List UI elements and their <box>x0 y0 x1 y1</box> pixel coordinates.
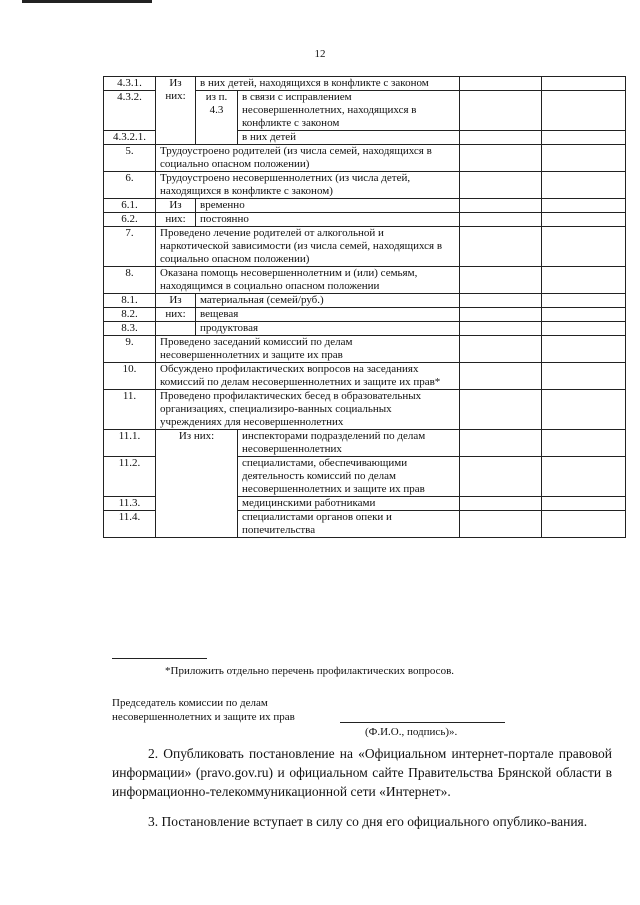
row-number: 11.4. <box>104 511 156 538</box>
row-number: 8. <box>104 267 156 294</box>
value-cell <box>460 511 542 538</box>
row-number: 4.3.2.1. <box>104 131 156 145</box>
value-cell <box>542 131 626 145</box>
value-cell <box>460 322 542 336</box>
value-cell <box>460 336 542 363</box>
row-number: 11. <box>104 390 156 430</box>
top-edge-bar <box>22 0 152 3</box>
row-number: 5. <box>104 145 156 172</box>
row-number: 4.3.2. <box>104 91 156 131</box>
row-number: 9. <box>104 336 156 363</box>
table-row <box>104 390 626 430</box>
paragraph-3: 3. Постановление вступает в силу со дня его официального опублико-вания. <box>148 814 588 829</box>
row-number: 11.1. <box>104 430 156 457</box>
page-number: 12 <box>314 48 326 60</box>
value-cell <box>542 457 626 497</box>
value-cell <box>460 199 542 213</box>
row-text: медицинскими работниками <box>238 497 460 511</box>
row-text: Проведено лечение родителей от алкогольной и наркотической зависимости (из числа семей, находящихся в социально опасном положении) <box>156 227 460 267</box>
row-text: специалистами органов опеки и попечительства <box>238 511 460 538</box>
row-text: Трудоустроено родителей (из числа семей, находящихся в социально опасном положении) <box>156 145 460 172</box>
row-text: Трудоустроено несовершеннолетних (из числа детей, находящихся в конфликте с законом) <box>156 172 460 199</box>
row-text: продуктовая <box>196 322 460 336</box>
signature-line <box>340 722 505 723</box>
value-cell <box>542 322 626 336</box>
value-cell <box>542 227 626 267</box>
value-cell <box>460 77 542 91</box>
value-cell <box>460 363 542 390</box>
value-cell <box>460 457 542 497</box>
chair-title-line2: несовершеннолетних и защите их прав <box>112 711 295 723</box>
row-text: постоянно <box>196 213 460 227</box>
value-cell <box>542 267 626 294</box>
subgroup-label: Из них: <box>156 77 196 145</box>
table-row <box>104 213 626 227</box>
row-text: Оказана помощь несовершеннолетним и (или) семьям, находящимся в социально опасном положении <box>156 267 460 294</box>
row-number: 7. <box>104 227 156 267</box>
table-row <box>104 430 626 457</box>
row-text: материальная (семей/руб.) <box>196 294 460 308</box>
value-cell <box>460 213 542 227</box>
value-cell <box>542 294 626 308</box>
row-text: вещевая <box>196 308 460 322</box>
value-cell <box>542 497 626 511</box>
row-text: в них детей <box>238 131 460 145</box>
chair-title-line1: Председатель комиссии по делам <box>112 697 268 709</box>
row-number: 6.2. <box>104 213 156 227</box>
value-cell <box>542 308 626 322</box>
paragraph-2: 2. Опубликовать постановление на «Официальном интернет-портале правовой информации» (pravo.gov.ru) и официальном сайте Правительства Брянской области в информационно-телекоммуникационной сети «Интернет». <box>112 746 612 799</box>
value-cell <box>542 91 626 131</box>
table-row <box>104 199 626 213</box>
table-row <box>104 172 626 199</box>
value-cell <box>460 497 542 511</box>
subgroup-label: Из них: <box>156 430 238 538</box>
row-number: 11.2. <box>104 457 156 497</box>
value-cell <box>542 363 626 390</box>
row-text: специалистами, обеспечивающими деятельность комиссий по делам несовершеннолетних и защите их прав <box>238 457 460 497</box>
table-row <box>104 308 626 322</box>
table-row <box>104 145 626 172</box>
table-row <box>104 267 626 294</box>
value-cell <box>542 145 626 172</box>
row-text: в связи с исправлением несовершеннолетних, находящихся в конфликте с законом <box>238 91 460 131</box>
value-cell <box>460 172 542 199</box>
row-number: 10. <box>104 363 156 390</box>
value-cell <box>542 172 626 199</box>
row-number: 4.3.1. <box>104 77 156 91</box>
subgroup-label: Из <box>156 294 196 308</box>
value-cell <box>542 213 626 227</box>
value-cell <box>460 91 542 131</box>
subgroup-label: Из <box>156 199 196 213</box>
row-text: Проведено заседаний комиссий по делам несовершеннолетних и защите их прав <box>156 336 460 363</box>
row-number: 6. <box>104 172 156 199</box>
value-cell <box>542 390 626 430</box>
row-number: 8.2. <box>104 308 156 322</box>
row-text: Проведено профилактических бесед в образовательных организациях, специализиро-ванных социальных учреждениях для несовершеннолетних <box>156 390 460 430</box>
table-row <box>104 227 626 267</box>
value-cell <box>542 430 626 457</box>
subgroup-label: из п. 4.3 <box>196 91 238 145</box>
value-cell <box>460 390 542 430</box>
signature-caption: (Ф.И.О., подпись)». <box>365 726 458 738</box>
row-text: Обсуждено профилактических вопросов на заседаниях комиссий по делам несовершеннолетних и защите их прав* <box>156 363 460 390</box>
row-text: в них детей, находящихся в конфликте с законом <box>196 77 460 91</box>
subgroup-label: них: <box>156 308 196 322</box>
value-cell <box>460 430 542 457</box>
value-cell <box>460 294 542 308</box>
signature-block <box>112 696 295 724</box>
value-cell <box>542 77 626 91</box>
value-cell <box>460 145 542 172</box>
row-text: временно <box>196 199 460 213</box>
table-row <box>104 336 626 363</box>
row-number: 11.3. <box>104 497 156 511</box>
report-table <box>103 76 626 538</box>
footnote-rule <box>112 658 207 659</box>
table-row <box>104 322 626 336</box>
table-row <box>104 294 626 308</box>
value-cell <box>460 267 542 294</box>
value-cell <box>460 227 542 267</box>
table-row <box>104 363 626 390</box>
value-cell <box>460 131 542 145</box>
subgroup-label: них: <box>156 213 196 227</box>
row-number: 6.1. <box>104 199 156 213</box>
value-cell <box>542 511 626 538</box>
footnote: *Приложить отдельно перечень профилактических вопросов. <box>165 665 455 677</box>
row-number: 8.1. <box>104 294 156 308</box>
row-text: инспекторами подразделений по делам несовершеннолетних <box>238 430 460 457</box>
value-cell <box>542 336 626 363</box>
value-cell <box>542 199 626 213</box>
table-row <box>104 77 626 91</box>
subgroup-blank <box>156 322 196 336</box>
value-cell <box>460 308 542 322</box>
row-number: 8.3. <box>104 322 156 336</box>
